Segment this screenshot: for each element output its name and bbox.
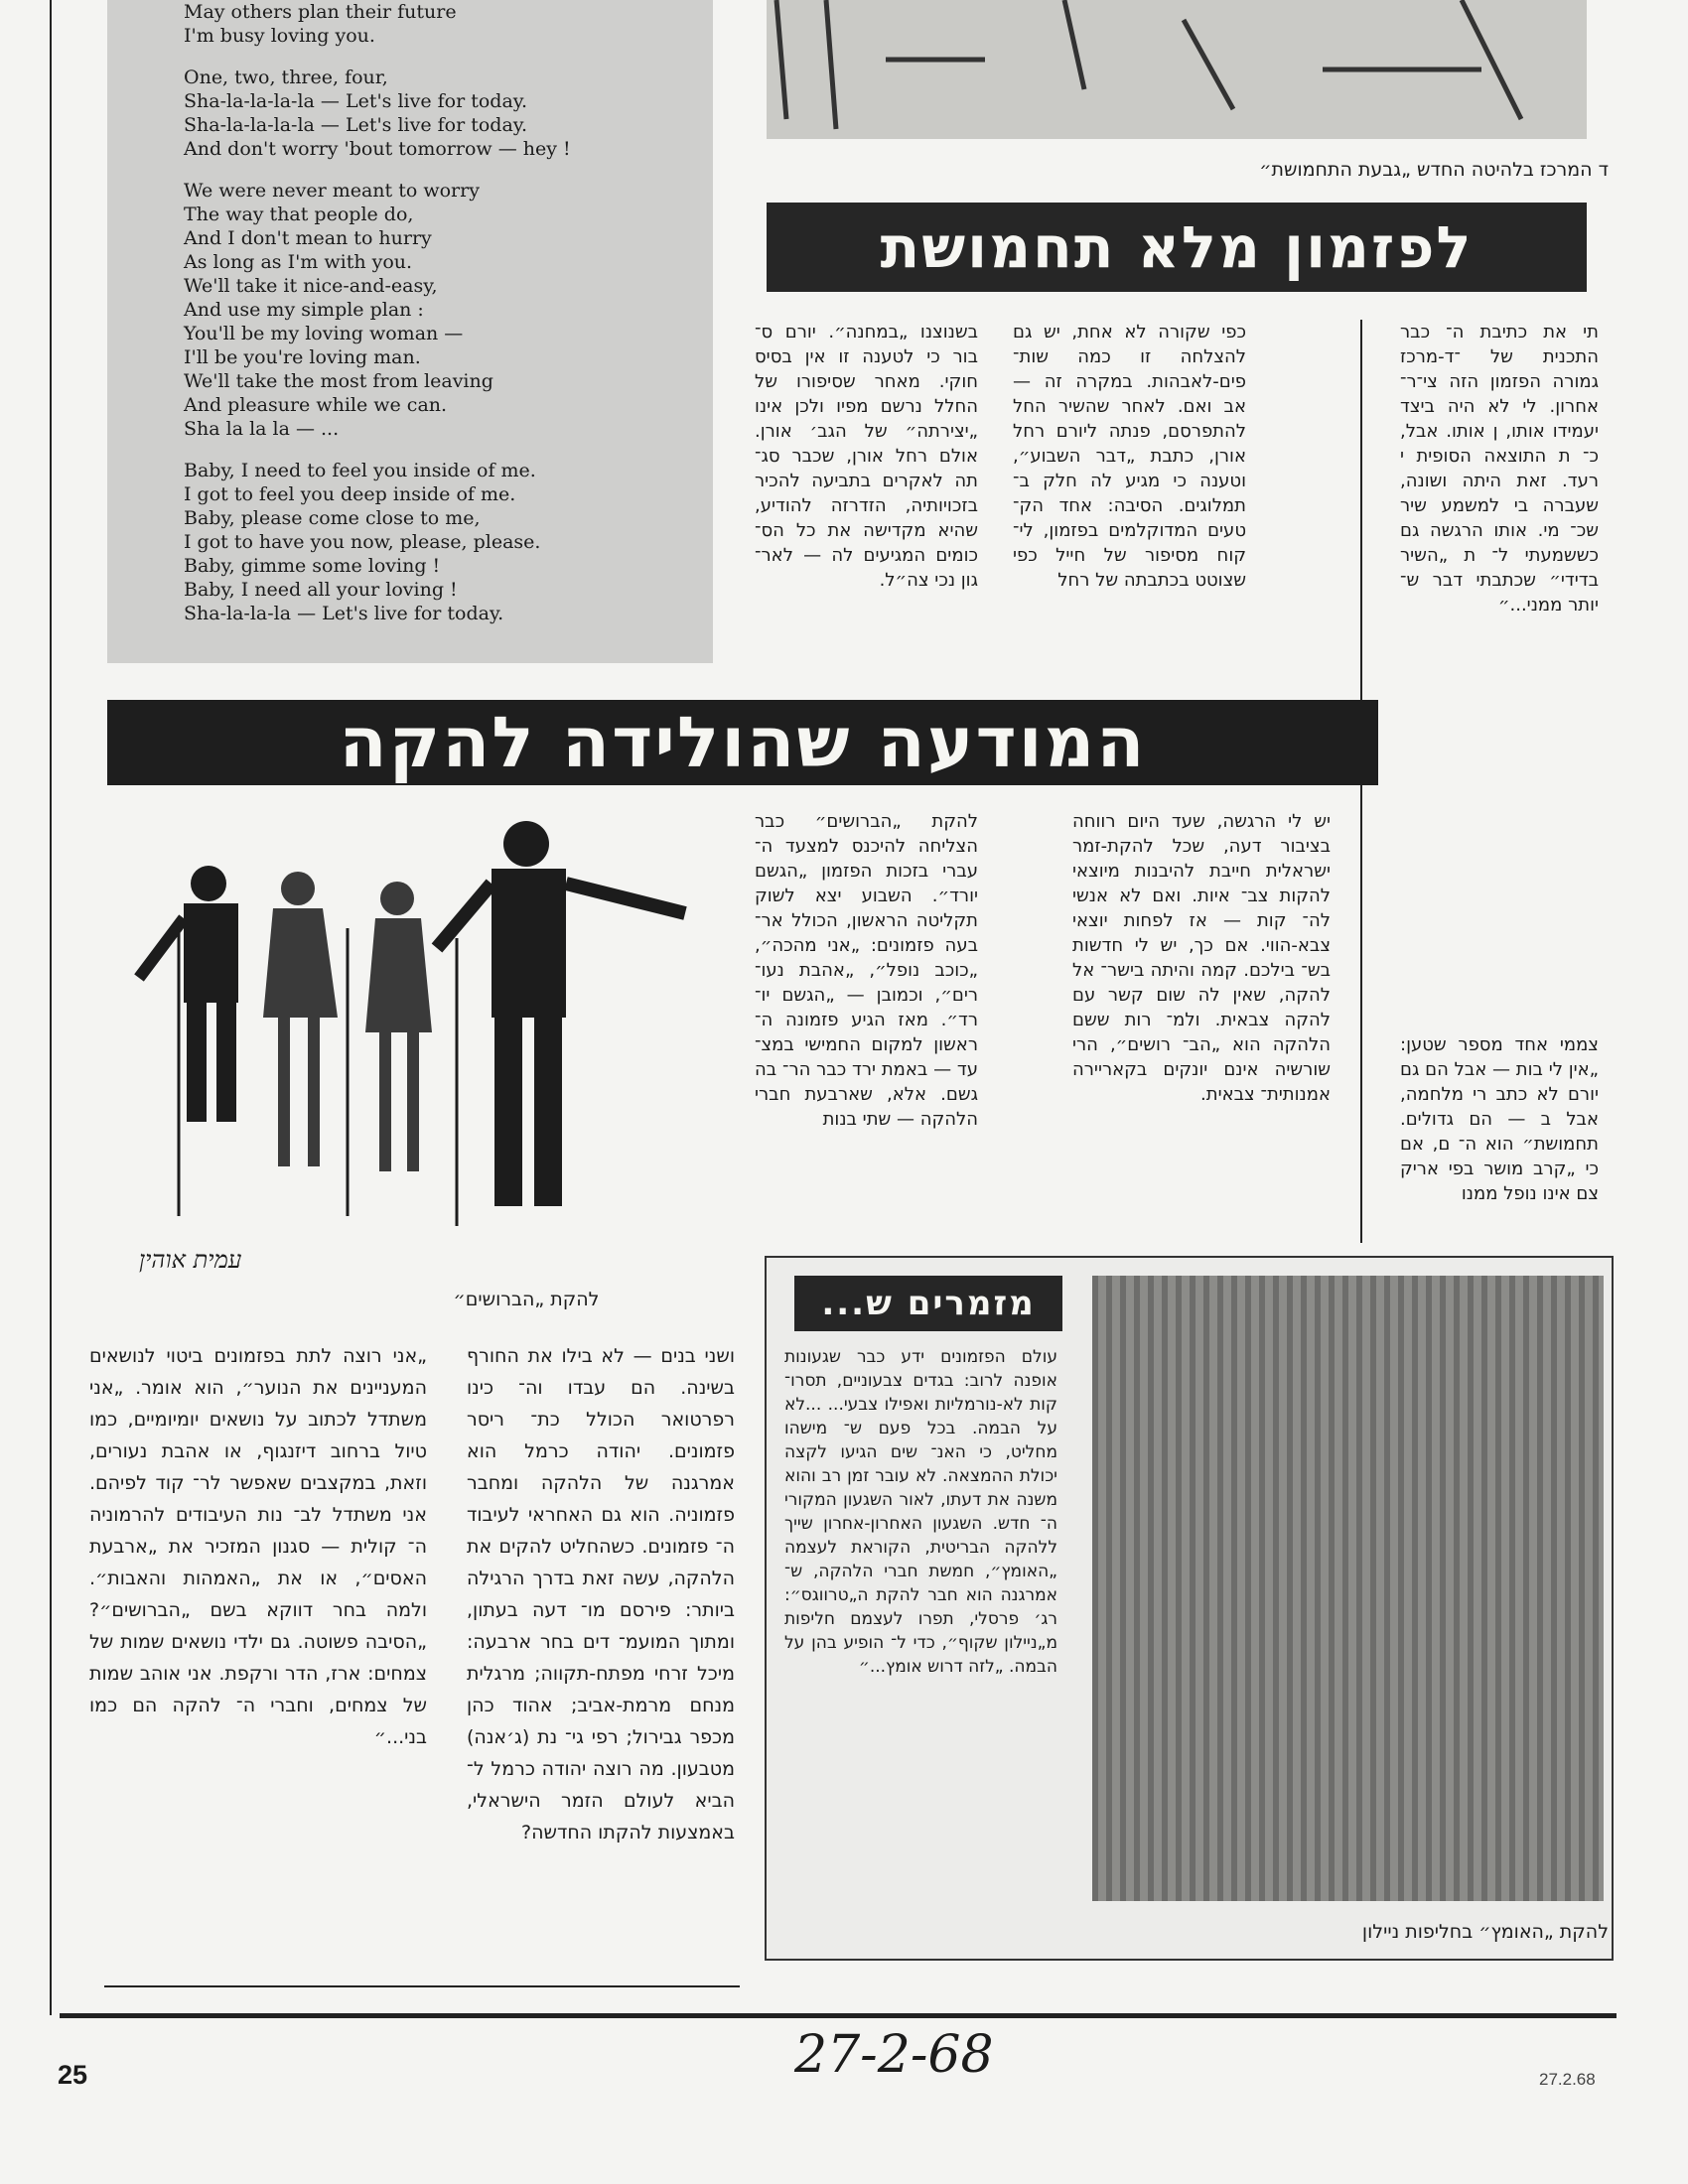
nylon-band-caption: להקת „האומץ״ בחליפות ניילון bbox=[1361, 1921, 1609, 1943]
lyrics-line: The way that people do, bbox=[184, 204, 414, 225]
page-number: 25 bbox=[58, 2060, 88, 2090]
article4-text: עולם הפזמונים ידע כבר שגעונות אופנה לרוב: בגדים צבעוניים, תסרו־ קות לא-נורמליות ואפילו צבעי... ...לא על הבמה. בכל פעם ש־ מישהו מחליט, כי האנ־ שים הגיעו לקצה יכולת ההמצאה. לא עובר זמן רב והוא משנה את דעתו, לאור השגעון המקורי ה־ חדש. השגעון האחרון-אחרון שייך ללהקה הבריטית, הקוראת לעצמה „האומץ״, חמשת חברי הלהקה, ש־ אמרגנה הוא חבר להקת ה„טרווגס״: רג׳ פרסלי, תפרו לעצמם חליפות מ„ניילון שקוף״, כדי ל־ הופיע בהן על הבמה. „לזה דרוש אומץ...״ bbox=[784, 1347, 1057, 1677]
band-photo-caption: להקת „הברושים״ bbox=[453, 1289, 600, 1310]
article2-column-right: צממי אחד מספר שטען: „אין לי בות — אבל הם גם יורם לא כתב רי מלחמה, אבל ב — הם גדולים. תחמושת״ הוא ה־ ם, אם כי „קרב מושר בפי אריק צם אינו נופל ממנו bbox=[1400, 1034, 1599, 1204]
lyrics-line: I'll be you're loving man. bbox=[184, 346, 421, 368]
lyrics-line: And use my simple plan : bbox=[184, 299, 424, 321]
lyrics-line: Sha-la-la-la-la — Let's live for today. bbox=[184, 114, 528, 136]
article1-column-left: בשנוצנו „במחנה״. יורם ס־ בור כי לטענה זו אין בסיס חוקי. מאחר שסיפורו של החלל נרשם מפיו ולכן אינו „יצירתה״ של הגב׳ אורן. אולם רחל אורן, שכבר סג־ תה לאקרים בתביעה להכיר בזכויותיה, הזדרזה להודיע, שהיא מקדישה את כל הס־ כומים המגיעים לה — לאר־ גון נכי צה״ל. bbox=[755, 322, 978, 591]
lyrics-line: I'm busy loving you. bbox=[184, 25, 375, 47]
lyrics-line: Baby, I need all your loving ! bbox=[184, 579, 458, 601]
lyrics-line: I got to have you now, please, please. bbox=[184, 531, 541, 553]
headline-ammunition-song: לפזמון מלא תחמושת bbox=[767, 203, 1587, 292]
lyrics-line: One, two, three, four, bbox=[184, 67, 388, 88]
lyrics-line: We were never meant to worry bbox=[184, 180, 480, 202]
headline-singers: מזמרים ש... bbox=[794, 1276, 1062, 1331]
bottom-rule bbox=[60, 2013, 1617, 2018]
lyrics-line: You'll be my loving woman — bbox=[184, 323, 464, 344]
article1-column-right: תי את כתיבת ה־ כבר התכנית של ־ד-מרכז גמורה הפזמון הזה צי־ר־ אחרון. לי לא היה ביצד יעמידו אותו, ן אותו. אבל, כ־ ת התוצאה הסופית י רעד. זאת היתה ושונה, שעברה בי למשמע שיר שכ־ מי. אותו הרגשה גם כששמעתי ל־ ת „השיר בדידי״ שכתבתי דבר ש־ יותר ממני...״ bbox=[1400, 322, 1599, 615]
lyrics-line: Sha la la la — ... bbox=[184, 418, 340, 440]
article2-column-middle: יש לי הרגשה, שעד היום רווחה בציבור דעה, שכל להקת-זמר ישראלית חייבת להיבנות מיוצאי להקות צב־ איות. ואם לא אנשי לה־ קות — אז לפחות יוצאי צבא-הווי. אם כך, יש לי חדשות בש־ בילכם. קמה והיתה בישר־ אל להקה, שאין לה שום קשר עם להקה צבאית. ולמ־ רות ששם הלהקה הוא „הב־ רושים״, הרי שורשיה אינם יונקים בקאריירה אמנותית־ צבאית. bbox=[1072, 811, 1331, 1105]
band-photo bbox=[109, 799, 725, 1266]
lyrics-line: May others plan their future bbox=[184, 1, 457, 23]
printed-date: 27.2.68 bbox=[1539, 2070, 1596, 2089]
nylon-band-photo bbox=[1092, 1276, 1604, 1901]
lyrics-stanza-gap bbox=[184, 48, 700, 66]
top-photo bbox=[767, 0, 1587, 139]
top-photo-drawing bbox=[767, 0, 1587, 139]
article3-column-left: „אני רוצה לתת בפזמונים ביטוי לנושאים המעניינים את הנוער״, הוא אומר. „אני משתדל לכתוב על נושאים יומיומיים, כמו טיול ברחוב דיזנגוף, או אהבת נעורים, וזאת, במקצבים שאפשר לר־ קוד לפיהם. אני משתדל לב־ נות העיבודים להרמוניה ה־ קולית — סגנון המזכיר את „ארבעת האסים״, או את „האמהות והאבות״. ולמה בחר דווקא בשם „הברושים״? „הסיבה פשוטה. גם ילדי נושאים שמות של צמחים: ארז, הדר ורקפת. אני אוהב שמות של צמחים, וחברי ה־ להקה הם כמו בני...״ bbox=[89, 1345, 427, 1748]
article3-bottom-rule bbox=[104, 1985, 740, 1987]
top-photo-caption: ד המרכז בלהיטה החדש „גבעת התחמושת״ bbox=[1259, 159, 1609, 181]
lyrics-line: Sha-la-la-la-la — Let's live for today. bbox=[184, 90, 528, 112]
lyrics-line: As long as I'm with you. bbox=[184, 251, 413, 273]
lyrics-stanza-gap bbox=[184, 161, 700, 179]
article3-column-right: ושני בנים — לא בילו את החורף בשינה. הם עבדו וה־ כינו רפרטואר הכולל כת־ ריסר פזמונים. יהודה כרמל הוא אמרגנה של הלהקה ומחבר פזמוניה. הוא גם האחראי לעיבוד ה־ פזמונים. כשהחליט להקים את הלהקה, עשה זאת בדרך הרגילה ביותר: פירסם מו־ דעה בעתון, ומתוך המועמ־ דים בחר ארבעה: מיכל זרחי מפתח-תקווה; מרגלית מנחם מרמת-אביב; אהוד כהן מכפר גבירול; רפי גי־ נת (ג׳אנה) מטבעון. מה רוצה יהודה כרמל ל־ הביא לעולם הזמר הישראלי, באמצעות להקתו החדשה? bbox=[467, 1345, 735, 1843]
left-margin-rule bbox=[50, 0, 52, 2015]
photo-signature: עמית אוהין bbox=[139, 1246, 242, 1274]
lyrics-line: Baby, please come close to me, bbox=[184, 507, 481, 529]
article2-column-left: להקת „הברושים״ כבר הצליחה להיכנס למצעד ה־ עברי בזכות הפזמון „הגשם יורד״. השבוע יצא לשוק תקליטה הראשון, הכולל אר־ בעה פזמונים: „אני מהכה״, „כוכב נופל״, „אהבת נעו־ רים״, וכמובן — „הגשם יו־ רד״. מאז הגיע פזמונה ה־ ראשון למקום החמישי במצ־ עד — באמת ירד כבר הר־ בה גשם. אלא, שארבעת חברי הלהקה — שתי בנות bbox=[755, 811, 978, 1130]
lyrics-line: Sha-la-la-la — Let's live for today. bbox=[184, 603, 504, 624]
headline-ad-that-bore-a-band: המודעה שהולידה להקה bbox=[107, 700, 1378, 785]
band-silhouettes bbox=[109, 799, 725, 1266]
handwritten-date: 27-2-68 bbox=[794, 2025, 994, 2085]
article1-column-middle: כפי שקורה לא אחת, יש גם להצלחה זו כמה שות־ פים-לאבהות. במקרה זה — אב ואם. לאחר שהשיר החל להתפרסם, פנתה ליורם רחל אורן, כתבת „דבר השבוע״, וטענה כי מגיע לה חלק ב־ תמלוגים. הסיבה: אחד הק־ טעים המדוקלמים בפזמון, לי־ קוח מסיפור של חייל כפי שצוטט בכתבתה של רחל bbox=[1013, 322, 1246, 591]
song-lyrics bbox=[184, 0, 700, 625]
lyrics-line: And pleasure while we can. bbox=[184, 394, 448, 416]
lyrics-line: I got to feel you deep inside of me. bbox=[184, 483, 516, 505]
lyrics-line: We'll take the most from leaving bbox=[184, 370, 493, 392]
lyrics-line: And I don't mean to hurry bbox=[184, 227, 432, 249]
lyrics-line: Baby, I need to feel you inside of me. bbox=[184, 460, 536, 481]
lyrics-line: And don't worry 'bout tomorrow — hey ! bbox=[184, 138, 571, 160]
lyrics-line: Baby, gimme some loving ! bbox=[184, 555, 441, 577]
lyrics-stanza-gap bbox=[184, 441, 700, 459]
lyrics-line: We'll take it nice-and-easy, bbox=[184, 275, 438, 297]
